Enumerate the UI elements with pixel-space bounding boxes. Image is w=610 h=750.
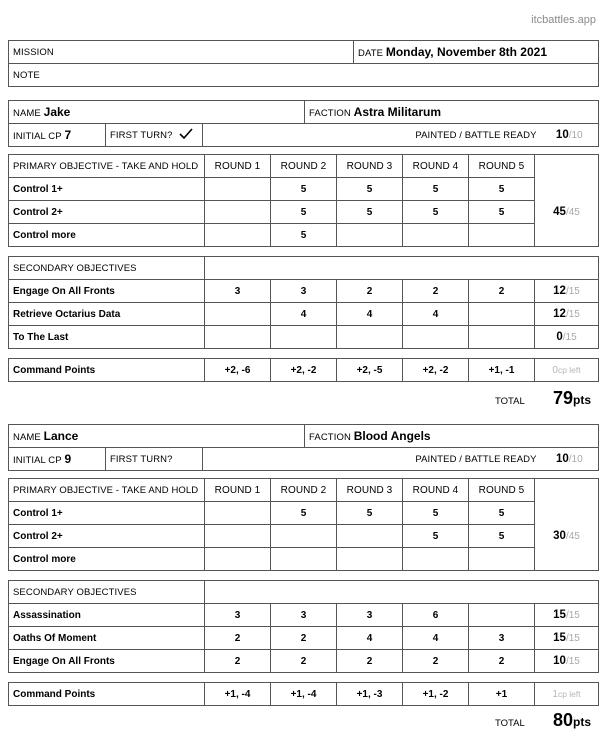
secondary-total: 0 xyxy=(556,331,563,343)
score-cell[interactable]: 4 xyxy=(403,627,469,650)
table-row xyxy=(9,604,599,627)
secondary-total-cell xyxy=(535,326,599,349)
player1-header xyxy=(8,100,599,147)
score-cell[interactable]: 5 xyxy=(403,201,469,224)
cp-cell[interactable]: +1, -4 xyxy=(271,683,337,706)
p2-primary-label: Control 1+ xyxy=(9,502,205,525)
secondary-max: /15 xyxy=(565,656,580,667)
p2-cp-left-cell xyxy=(535,683,599,706)
mission-table xyxy=(8,40,599,87)
p1-painted-cell xyxy=(541,124,599,147)
player2-cp-table xyxy=(8,682,599,706)
score-cell[interactable] xyxy=(205,525,271,548)
primary-total-blank xyxy=(535,548,599,571)
cp-cell[interactable]: +1 xyxy=(469,683,535,706)
date-cell xyxy=(354,41,599,64)
table-row xyxy=(9,359,599,382)
p1-primary-total: 45 xyxy=(553,206,566,218)
score-cell[interactable]: 5 xyxy=(271,178,337,201)
p2-total-num: 80 xyxy=(553,710,574,730)
faction-label: FACTION xyxy=(309,432,351,443)
p1-total xyxy=(553,388,591,409)
faction-label: FACTION xyxy=(309,108,351,119)
round-4-header: ROUND 4 xyxy=(403,155,469,178)
round-3-header: ROUND 3 xyxy=(337,155,403,178)
p2-secondary-label: Oaths Of Moment xyxy=(9,627,205,650)
score-cell[interactable] xyxy=(337,326,403,349)
cp-cell[interactable]: +1, -3 xyxy=(337,683,403,706)
player1-cp-table xyxy=(8,358,599,382)
first-turn-label: FIRST TURN? xyxy=(110,453,173,465)
player1-primary-table xyxy=(8,154,599,247)
cp-cell[interactable]: +2, -6 xyxy=(205,359,271,382)
primary-total-blank xyxy=(535,502,599,525)
p1-total-label: TOTAL xyxy=(495,396,525,407)
score-cell[interactable]: 5 xyxy=(469,178,535,201)
secondary-max: /15 xyxy=(562,332,577,343)
score-cell[interactable]: 2 xyxy=(403,280,469,303)
score-cell[interactable] xyxy=(271,525,337,548)
score-cell[interactable] xyxy=(205,326,271,349)
secondary-header-blank xyxy=(205,581,599,604)
p1-cp-left-cell xyxy=(535,359,599,382)
score-cell[interactable]: 5 xyxy=(337,201,403,224)
p1-painted-max: /10 xyxy=(568,130,583,141)
date-label: DATE xyxy=(358,48,384,59)
p2-painted-label-cell xyxy=(203,448,541,471)
first-turn-label: FIRST TURN? xyxy=(110,129,173,141)
p2-cp-left-num: 1 xyxy=(552,688,558,700)
p1-painted: 10 xyxy=(555,129,569,141)
score-cell[interactable]: 5 xyxy=(403,178,469,201)
table-row xyxy=(9,201,599,224)
secondary-max: /15 xyxy=(565,286,580,297)
table-row xyxy=(9,224,599,247)
score-cell[interactable] xyxy=(469,548,535,571)
secondary-total: 12 xyxy=(553,285,566,297)
p2-faction: Blood Angels xyxy=(353,429,431,443)
secondary-total: 10 xyxy=(553,655,566,667)
p2-primary-max: /45 xyxy=(565,531,580,542)
score-cell[interactable]: 2 xyxy=(205,627,271,650)
site-name: itcbattles.app xyxy=(531,14,596,26)
p1-name: Jake xyxy=(43,105,71,119)
p2-faction-cell xyxy=(305,425,599,448)
score-cell[interactable]: 5 xyxy=(403,525,469,548)
secondary-header xyxy=(9,581,205,604)
p2-name-cell xyxy=(9,425,305,448)
p2-primary-total: 30 xyxy=(553,530,566,542)
player2-header xyxy=(8,424,599,471)
score-cell[interactable]: 4 xyxy=(403,303,469,326)
score-cell[interactable]: 5 xyxy=(337,502,403,525)
p1-total-num: 79 xyxy=(553,388,574,408)
p2-initial-cp: 9 xyxy=(64,452,72,466)
cp-cell[interactable]: +2, -5 xyxy=(337,359,403,382)
score-cell[interactable] xyxy=(469,604,535,627)
table-row xyxy=(9,683,599,706)
cp-cell[interactable]: +2, -2 xyxy=(271,359,337,382)
score-cell[interactable]: 2 xyxy=(469,280,535,303)
p2-cp-left-unit: cp left xyxy=(557,688,581,699)
secondary-total-cell xyxy=(535,604,599,627)
p1-initial-cp: 7 xyxy=(64,128,72,142)
score-cell[interactable] xyxy=(469,303,535,326)
primary-label: PRIMARY OBJECTIVE - TAKE AND HOLD xyxy=(13,160,199,172)
checkmark-icon xyxy=(179,128,193,143)
secondary-total: 12 xyxy=(553,308,566,320)
score-cell[interactable]: 6 xyxy=(403,604,469,627)
p1-secondary-label: Retrieve Octarius Data xyxy=(9,303,205,326)
command-points-label: Command Points xyxy=(9,683,205,706)
p2-primary-label: Control more xyxy=(9,548,205,571)
painted-label: PAINTED / BATTLE READY xyxy=(415,129,537,141)
cp-cell[interactable]: +2, -2 xyxy=(403,359,469,382)
score-cell[interactable]: 2 xyxy=(337,650,403,673)
secondary-total-cell xyxy=(535,280,599,303)
table-row xyxy=(9,525,599,548)
p1-first-turn-cell xyxy=(106,124,203,147)
score-cell[interactable] xyxy=(469,326,535,349)
score-cell[interactable]: 2 xyxy=(205,650,271,673)
score-cell[interactable]: 3 xyxy=(271,280,337,303)
round-2-header: ROUND 2 xyxy=(271,479,337,502)
round-1-header: ROUND 1 xyxy=(205,155,271,178)
score-cell[interactable]: 2 xyxy=(271,627,337,650)
mission-cell xyxy=(9,41,354,64)
score-cell[interactable] xyxy=(205,201,271,224)
p2-total-label: TOTAL xyxy=(495,718,525,729)
score-cell[interactable]: 5 xyxy=(403,502,469,525)
p1-faction-cell xyxy=(305,101,599,124)
p1-primary-label: Control 2+ xyxy=(9,201,205,224)
round-4-header: ROUND 4 xyxy=(403,479,469,502)
score-cell[interactable] xyxy=(403,326,469,349)
primary-total-blank xyxy=(535,479,599,502)
table-row xyxy=(9,178,599,201)
painted-label: PAINTED / BATTLE READY xyxy=(415,453,537,465)
p2-painted-max: /10 xyxy=(568,454,583,465)
secondary-total-cell xyxy=(535,303,599,326)
p1-cp-left-num: 0 xyxy=(552,364,558,376)
p1-primary-label: Control 1+ xyxy=(9,178,205,201)
p2-initial-cp-cell xyxy=(9,448,106,471)
score-cell[interactable] xyxy=(205,178,271,201)
cp-cell[interactable]: +1, -1 xyxy=(469,359,535,382)
score-cell[interactable] xyxy=(205,224,271,247)
score-cell[interactable]: 4 xyxy=(337,627,403,650)
score-cell[interactable]: 4 xyxy=(271,303,337,326)
name-label: NAME xyxy=(13,432,41,443)
table-row xyxy=(9,303,599,326)
note-label: NOTE xyxy=(13,69,40,81)
table-row xyxy=(9,548,599,571)
score-cell[interactable] xyxy=(271,548,337,571)
primary-header xyxy=(9,155,205,178)
score-cell[interactable]: 3 xyxy=(271,604,337,627)
round-3-header: ROUND 3 xyxy=(337,479,403,502)
table-row xyxy=(9,280,599,303)
score-cell[interactable] xyxy=(205,502,271,525)
p2-primary-label: Control 2+ xyxy=(9,525,205,548)
score-cell[interactable]: 3 xyxy=(469,627,535,650)
primary-total-blank xyxy=(535,155,599,178)
name-label: NAME xyxy=(13,108,41,119)
player1-secondary-table xyxy=(8,256,599,349)
p2-secondary-label: Engage On All Fronts xyxy=(9,650,205,673)
initial-cp-label: INITIAL CP xyxy=(13,455,62,466)
p1-painted-label-cell xyxy=(203,124,541,147)
score-cell[interactable] xyxy=(403,224,469,247)
p1-total-unit: pts xyxy=(573,393,592,407)
score-cell[interactable]: 2 xyxy=(337,280,403,303)
p1-faction: Astra Militarum xyxy=(353,105,442,119)
mission-label: MISSION xyxy=(13,46,54,58)
p1-primary-label: Control more xyxy=(9,224,205,247)
secondary-header xyxy=(9,257,205,280)
score-cell[interactable]: 2 xyxy=(271,650,337,673)
score-cell[interactable] xyxy=(337,548,403,571)
secondary-header-blank xyxy=(205,257,599,280)
score-cell[interactable] xyxy=(337,224,403,247)
secondary-total-cell xyxy=(535,627,599,650)
primary-header xyxy=(9,479,205,502)
p1-secondary-label: To The Last xyxy=(9,326,205,349)
primary-label: PRIMARY OBJECTIVE - TAKE AND HOLD xyxy=(13,484,199,496)
score-cell[interactable]: 2 xyxy=(469,650,535,673)
round-5-header: ROUND 5 xyxy=(469,479,535,502)
round-1-header: ROUND 1 xyxy=(205,479,271,502)
cp-cell[interactable]: +1, -2 xyxy=(403,683,469,706)
p2-first-turn-cell xyxy=(106,448,203,471)
score-cell[interactable] xyxy=(271,326,337,349)
round-2-header: ROUND 2 xyxy=(271,155,337,178)
score-cell[interactable]: 2 xyxy=(403,650,469,673)
secondary-label: SECONDARY OBJECTIVES xyxy=(13,262,137,274)
primary-total-blank xyxy=(535,224,599,247)
p1-primary-max: /45 xyxy=(565,207,580,218)
secondary-total: 15 xyxy=(553,609,566,621)
score-cell[interactable]: 3 xyxy=(205,280,271,303)
cp-cell[interactable]: +1, -4 xyxy=(205,683,271,706)
table-row xyxy=(9,326,599,349)
p2-painted-cell xyxy=(541,448,599,471)
table-row xyxy=(9,650,599,673)
p1-name-cell xyxy=(9,101,305,124)
secondary-total-cell xyxy=(535,650,599,673)
command-points-label: Command Points xyxy=(9,359,205,382)
score-cell[interactable]: 4 xyxy=(337,303,403,326)
date-value: Monday, November 8th 2021 xyxy=(385,45,547,59)
score-cell[interactable]: 5 xyxy=(469,525,535,548)
secondary-max: /15 xyxy=(565,309,580,320)
score-cell[interactable]: 3 xyxy=(205,604,271,627)
player2-primary-table xyxy=(8,478,599,571)
p1-secondary-label: Engage On All Fronts xyxy=(9,280,205,303)
round-5-header: ROUND 5 xyxy=(469,155,535,178)
secondary-label: SECONDARY OBJECTIVES xyxy=(13,586,137,598)
score-cell[interactable] xyxy=(403,548,469,571)
p2-total-unit: pts xyxy=(573,715,592,729)
table-row xyxy=(9,627,599,650)
note-cell xyxy=(9,64,599,87)
score-cell[interactable]: 5 xyxy=(469,201,535,224)
score-cell[interactable]: 5 xyxy=(337,178,403,201)
secondary-total: 15 xyxy=(553,632,566,644)
secondary-max: /15 xyxy=(565,610,580,621)
score-cell[interactable]: 5 xyxy=(271,201,337,224)
score-cell[interactable]: 5 xyxy=(469,502,535,525)
p1-initial-cp-cell xyxy=(9,124,106,147)
score-cell[interactable] xyxy=(205,303,271,326)
score-cell[interactable]: 3 xyxy=(337,604,403,627)
p1-primary-total-cell xyxy=(535,201,599,224)
score-cell[interactable] xyxy=(337,525,403,548)
score-cell[interactable] xyxy=(469,224,535,247)
p1-cp-left-unit: cp left xyxy=(557,364,581,375)
p2-painted: 10 xyxy=(555,453,569,465)
p2-primary-total-cell xyxy=(535,525,599,548)
initial-cp-label: INITIAL CP xyxy=(13,131,62,142)
table-row xyxy=(9,502,599,525)
player2-secondary-table xyxy=(8,580,599,673)
p2-secondary-label: Assassination xyxy=(9,604,205,627)
score-cell[interactable] xyxy=(205,548,271,571)
secondary-max: /15 xyxy=(565,633,580,644)
score-cell[interactable]: 5 xyxy=(271,502,337,525)
primary-total-blank xyxy=(535,178,599,201)
p2-total xyxy=(553,710,591,731)
p2-name: Lance xyxy=(43,429,79,443)
score-cell[interactable]: 5 xyxy=(271,224,337,247)
